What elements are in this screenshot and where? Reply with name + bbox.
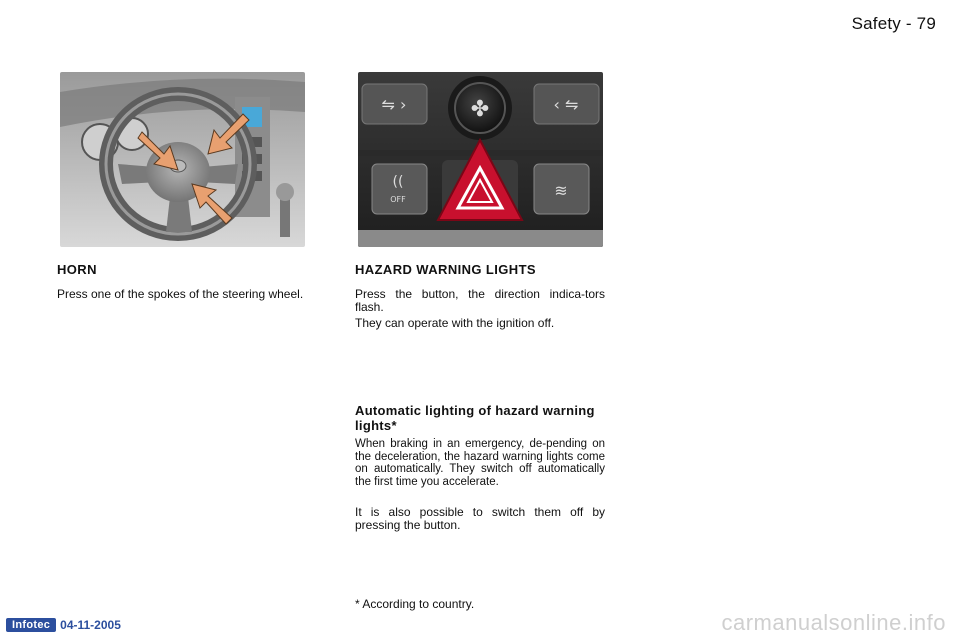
svg-text:✤: ✤ <box>470 97 490 122</box>
hazard-switch-illustration <box>358 72 603 247</box>
hazard-switch-figure <box>358 72 603 247</box>
footer-date: 04-11-2005 <box>60 618 121 632</box>
svg-text:OFF: OFF <box>390 195 406 204</box>
footnote: * According to country. <box>355 597 475 611</box>
hazard-text-1: Press the button, the direction indica-tors flash. <box>355 287 605 314</box>
svg-text:⇋ ›: ⇋ › <box>381 95 407 114</box>
fan-knob-icon <box>448 76 512 140</box>
infotec-logo: Infotec <box>6 618 56 632</box>
svg-text:((: (( <box>392 174 404 190</box>
hazard-heading: HAZARD WARNING LIGHTS <box>355 262 536 277</box>
horn-text: Press one of the spokes of the steering wheel. <box>57 287 304 301</box>
hazard-text-2: They can operate with the ignition off. <box>355 316 555 330</box>
auto-hazard-text: When braking in an emergency, de-pending on the deceleration, the hazard warning lights come on automatically. They switch off automatically the first time you accelerate. <box>355 438 605 488</box>
svg-text:‹ ⇋: ‹ ⇋ <box>553 95 579 114</box>
svg-text:≋: ≋ <box>554 181 568 200</box>
auto-hazard-off-text: It is also possible to switch them off by pressing the button. <box>355 505 605 532</box>
horn-heading: HORN <box>57 262 97 277</box>
steering-wheel-illustration <box>60 72 305 247</box>
watermark: carmanualsonline.info <box>721 610 946 635</box>
footer-badge <box>6 618 121 632</box>
steering-wheel-figure <box>60 72 305 247</box>
page-title: Safety - 79 <box>851 14 936 33</box>
auto-hazard-heading: Automatic lighting of hazard warning lights* <box>355 403 595 433</box>
